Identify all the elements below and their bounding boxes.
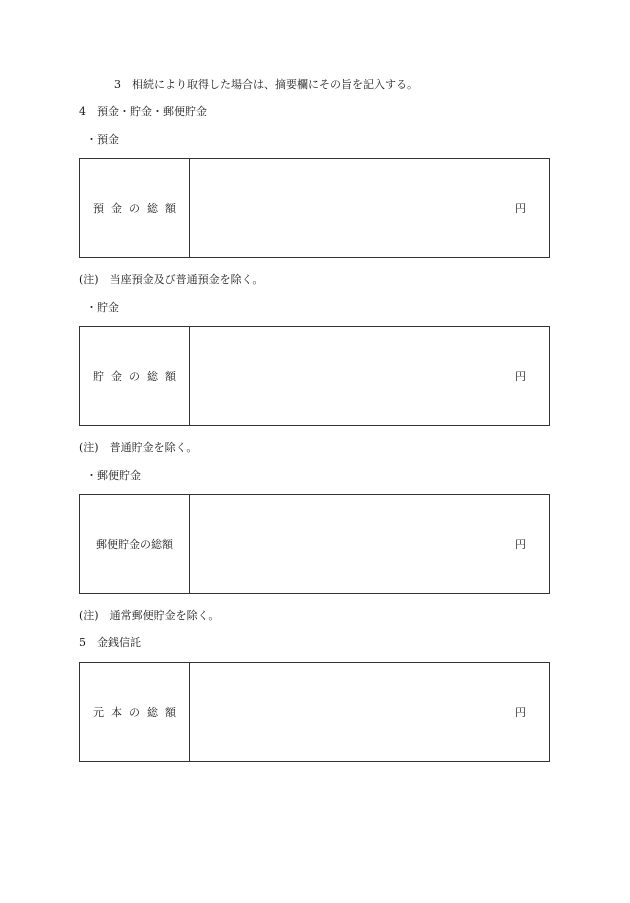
deposit-total-label: 預金の総額 <box>93 202 183 215</box>
note-3: 3 相続により取得した場合は、摘要欄にその旨を記入する。 <box>114 78 418 91</box>
deposit-note: (注) 当座預金及び普通預金を除く。 <box>79 273 264 286</box>
deposit-total-unit: 円 <box>515 202 526 215</box>
principal-total-table <box>79 662 550 762</box>
savings-bullet: ・貯金 <box>86 301 119 314</box>
postal-total-table <box>79 494 550 594</box>
section-4-heading: 4 預金・貯金・郵便貯金 <box>79 105 207 118</box>
deposit-bullet: ・預金 <box>86 133 119 146</box>
postal-bullet: ・郵便貯金 <box>86 469 141 482</box>
postal-total-label: 郵便貯金の総額 <box>96 538 173 551</box>
postal-total-unit: 円 <box>515 538 526 551</box>
savings-note: (注) 普通貯金を除く。 <box>79 441 198 454</box>
principal-total-unit: 円 <box>515 706 526 719</box>
deposit-total-table <box>79 158 550 258</box>
postal-note: (注) 通常郵便貯金を除く。 <box>79 609 220 622</box>
deposit-total-label-cell <box>80 159 190 257</box>
principal-total-label: 元本の総額 <box>93 706 183 719</box>
savings-total-table <box>79 326 550 426</box>
section-5-heading: 5 金銭信託 <box>79 636 141 649</box>
savings-total-unit: 円 <box>515 370 526 383</box>
principal-total-label-cell <box>80 663 190 761</box>
postal-total-label-cell <box>80 495 190 593</box>
savings-total-label: 貯金の総額 <box>93 370 183 383</box>
savings-total-label-cell <box>80 327 190 425</box>
